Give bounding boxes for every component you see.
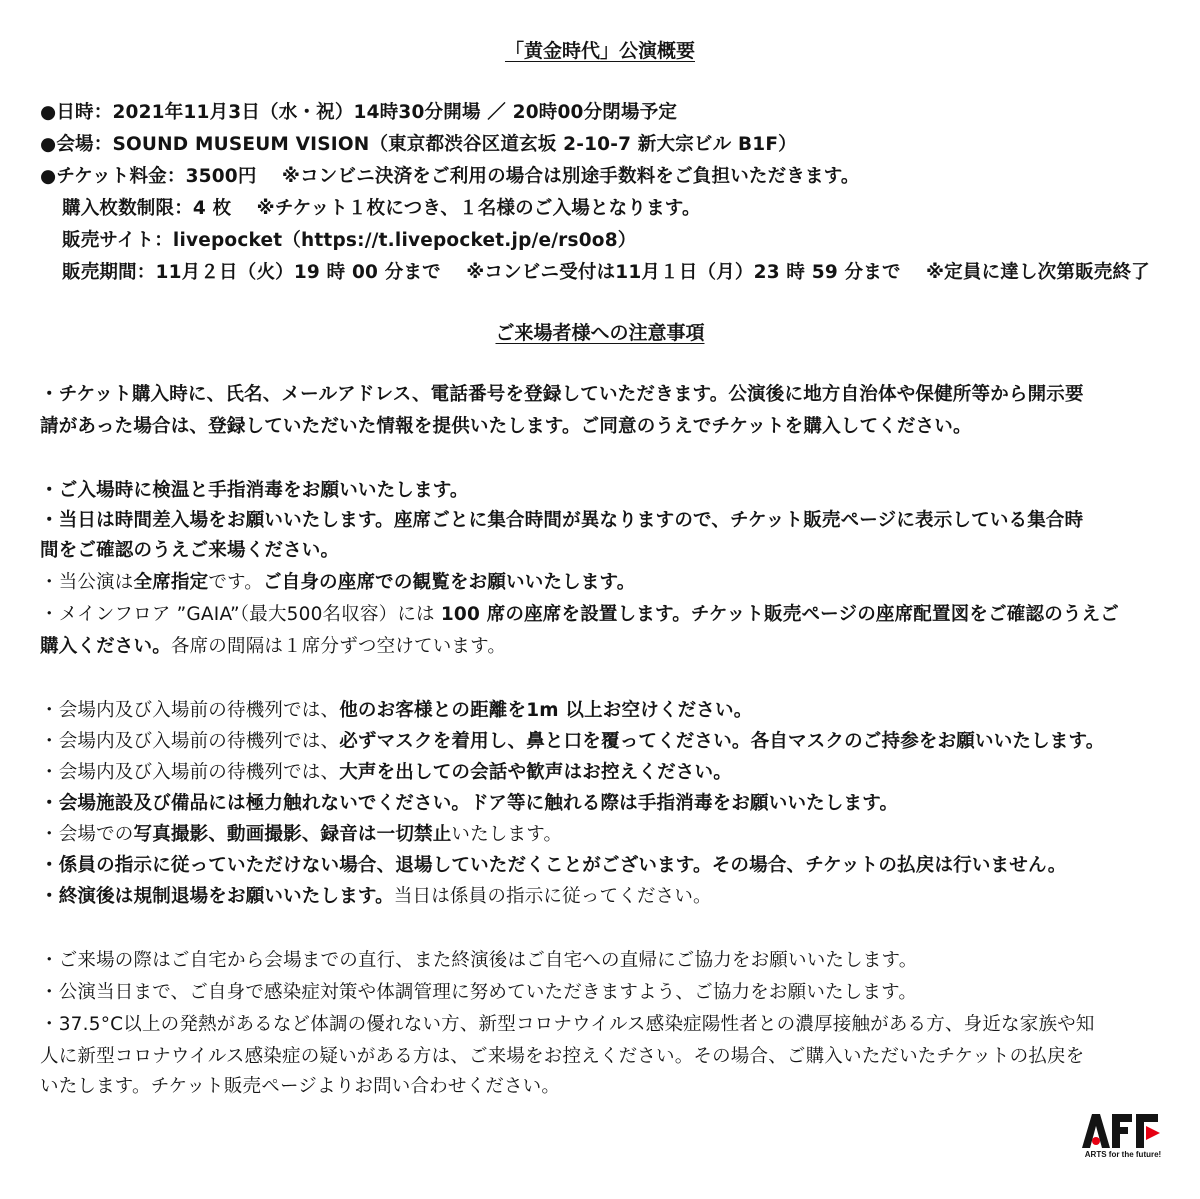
notice-1b: 請があった場合は、登録していただいた情報を提供いたします。ご同意のうえでチケットを購入してください。: [40, 416, 972, 437]
notice-5b: [40, 634, 506, 660]
summary-period: 販売期間：11月２日（火）19 時 00 分まで ※コンビニ受付は11月１日（月）23 時 59 分まで ※定員に達し次第販売終了: [62, 262, 1150, 283]
notice-12: [40, 884, 712, 910]
notice-3b: 間をご確認のうえご来場ください。: [40, 540, 340, 561]
notice-5a: [40, 602, 1119, 628]
aff-logo-tagline: ARTS for the future!: [1084, 1150, 1162, 1159]
notices-title: ご来場者様への注意事項: [495, 322, 705, 344]
notice-9: ・会場施設及び備品には極力触れないでください。ドア等に触れる際は手指消毒をお願いいたします。: [40, 793, 899, 814]
summary-venue: ●会場：SOUND MUSEUM VISION（東京都渋谷区道玄坂 2-10-7 新大宗ビル B1F）: [40, 134, 797, 155]
notice-6-pre: ・会場内及び入場前の待機列では、: [40, 700, 340, 721]
notice-5b-bold: 購入ください。: [40, 636, 171, 657]
notice-10-bold: 写真撮影、動画撮影、録音は一切禁止: [133, 824, 452, 845]
notice-4-bold-1: 全席指定: [133, 572, 209, 593]
notice-4: [40, 570, 635, 596]
summary-date: ●日時：2021年11月3日（水・祝）14時30分開場 ／ 20時00分閉場予定: [40, 102, 678, 123]
notice-14: ・公演当日まで、ご自身で感染症対策や体調管理に努めていただきますよう、ご協力をお願いたします。: [40, 982, 918, 1003]
notice-6-bold: 他のお客様との距離を1m 以上お空けください。: [339, 700, 753, 721]
summary-site: 販売サイト：livepocket（https://t.livepocket.jp/e/rs0o8）: [62, 230, 637, 251]
notice-15c: いたします。チケット販売ページよりお問い合わせください。: [40, 1076, 561, 1097]
notice-15a: ・37.5°C以上の発熱があるなど体調の優れない方、新型コロナウイルス感染症陽性者との濃厚接触がある方、身近な家族や知: [40, 1014, 1095, 1035]
notice-4-mid: です。: [208, 572, 263, 593]
notice-10-pre: ・会場での: [40, 824, 134, 845]
notice-5-pre: ・メインフロア ”GAIA”（最大500名収容）には: [40, 604, 441, 625]
notice-7: [40, 729, 1104, 755]
notice-4-pre: ・当公演は: [40, 572, 134, 593]
notice-3a: ・当日は時間差入場をお願いいたします。座席ごとに集合時間が異なりますので、チケット販売ページに表示している集合時: [40, 510, 1084, 531]
notice-8: [40, 760, 732, 786]
notice-10: [40, 822, 562, 848]
aff-logo-letter-a: [1082, 1114, 1110, 1148]
notice-5b-rest: 各席の間隔は１席分ずつ空けています。: [170, 636, 507, 657]
notice-8-bold: 大声を出しての会話や歓声はお控えください。: [339, 762, 732, 783]
notice-7-bold: 必ずマスクを着用し、鼻と口を覆ってください。各自マスクのご持参をお願いいたします。: [339, 731, 1105, 752]
aff-logo-letter-f-2: [1136, 1114, 1160, 1148]
notice-1a: ・チケット購入時に、氏名、メールアドレス、電話番号を登録していただきます。公演後に地方自治体や保健所等から開示要: [40, 384, 1084, 405]
notice-12-bold: ・終演後は規制退場をお願いいたします。: [40, 886, 394, 907]
summary-price: ●チケット料金：3500円 ※コンビニ決済をご利用の場合は別途手数料をご負担いただきます。: [40, 166, 860, 187]
notice-7-pre: ・会場内及び入場前の待機列では、: [40, 731, 340, 752]
notice-12-rest: 当日は係員の指示に従ってください。: [393, 886, 712, 907]
aff-logo-dot: [1092, 1137, 1100, 1145]
notice-11: ・係員の指示に従っていただけない場合、退場していただくことがございます。その場合、チケットの払戻は行いません。: [40, 855, 1067, 876]
notice-5-bold: 100 席の座席を設置します。チケット販売ページの座席配置図をご確認のうえご: [440, 604, 1119, 625]
notice-8-pre: ・会場内及び入場前の待機列では、: [40, 762, 340, 783]
notice-10-post: いたします。: [451, 824, 563, 845]
aff-logo-letter-f-1: [1112, 1114, 1132, 1148]
notice-4-bold-2: ご自身の座席での観覧をお願いいたします。: [262, 572, 636, 593]
summary-title: 「黄金時代」公演概要: [504, 40, 695, 62]
notice-15b: 人に新型コロナウイルス感染症の疑いがある方は、ご来場をお控えください。その場合、ご購入いただいたチケットの払戻を: [40, 1046, 1085, 1067]
notice-2: ・ご入場時に検温と手指消毒をお願いいたします。: [40, 480, 469, 501]
notice-6: [40, 698, 752, 724]
summary-limit: 購入枚数制限：4 枚 ※チケット１枚につき、１名様のご入場となります。: [62, 198, 701, 219]
aff-logo-arrow: [1146, 1126, 1160, 1140]
notice-13: ・ご来場の際はご自宅から会場までの直行、また終演後はご自宅への直帰にご協力をお願いいたします。: [40, 950, 918, 971]
